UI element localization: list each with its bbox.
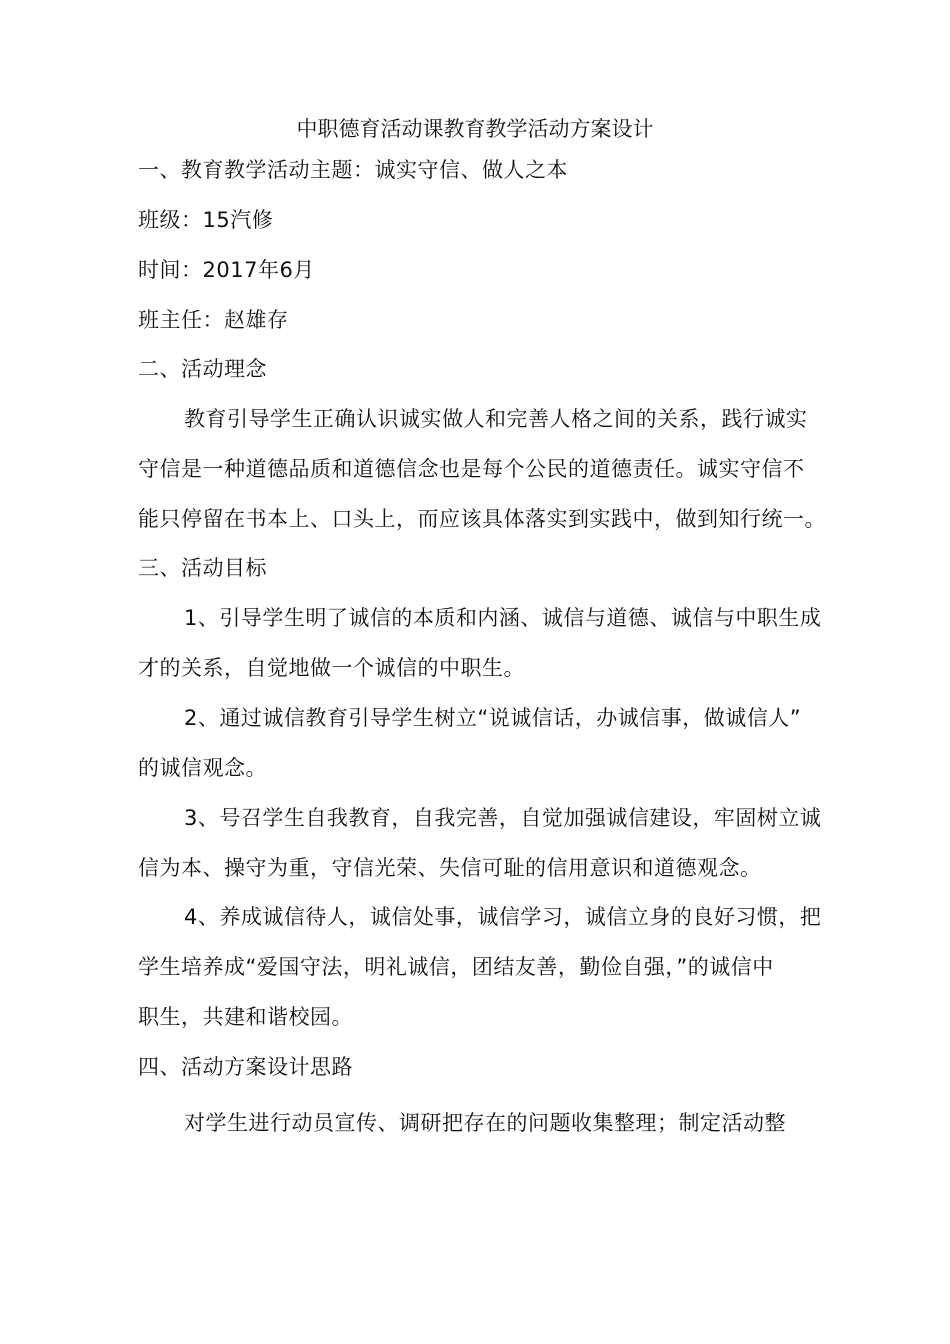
goal-1-line: 1、引导学生明了诚信的本质和内涵、诚信与道德、诚信与中职生成 [184,606,822,630]
goal-2-line: 2、通过诚信教育引导学生树立“说诚信话，办诚信事，做诚信人” [184,706,802,730]
document-title: 中职德育活动课教育教学活动方案设计 [296,117,654,141]
goal-2-line: 的诚信观念。 [138,756,267,780]
class-line: 班级：15汽修 [138,208,274,232]
section-2-paragraph-line: 守信是一种道德品质和道德信念也是每个公民的道德责任。诚实守信不 [138,457,805,481]
time-line: 时间：2017年6月 [138,258,315,282]
section-2-paragraph-line: 教育引导学生正确认识诚实做人和完善人格之间的关系，践行诚实 [184,407,808,431]
section-4-heading: 四、活动方案设计思路 [138,1055,353,1079]
teacher-line: 班主任：赵雄存 [138,308,289,332]
section-1-heading: 一、教育教学活动主题：诚实守信、做人之本 [138,158,568,182]
goal-3-line: 3、号召学生自我教育，自我完善，自觉加强诚信建设，牢固树立诚 [184,806,822,830]
section-2-heading: 二、活动理念 [138,357,267,381]
section-4-paragraph-line: 对学生进行动员宣传、调研把存在的问题收集整理；制定活动整 [184,1111,786,1135]
goal-3-line: 信为本、操守为重，守信光荣、失信可耻的信用意识和道德观念。 [138,856,762,880]
section-2-paragraph-line: 能只停留在书本上、口头上，而应该具体落实到实践中，做到知行统一。 [138,507,826,531]
goal-4-line: 4、养成诚信待人，诚信处事，诚信学习，诚信立身的良好习惯，把 [184,905,822,929]
goal-1-line: 才的关系，自觉地做一个诚信的中职生。 [138,656,525,680]
goal-4-line: 职生，共建和谐校园。 [138,1005,353,1029]
section-3-heading: 三、活动目标 [138,556,267,580]
goal-4-line: 学生培养成“爱国守法，明礼诚信，团结友善，勤俭自强，”的诚信中 [138,955,774,979]
